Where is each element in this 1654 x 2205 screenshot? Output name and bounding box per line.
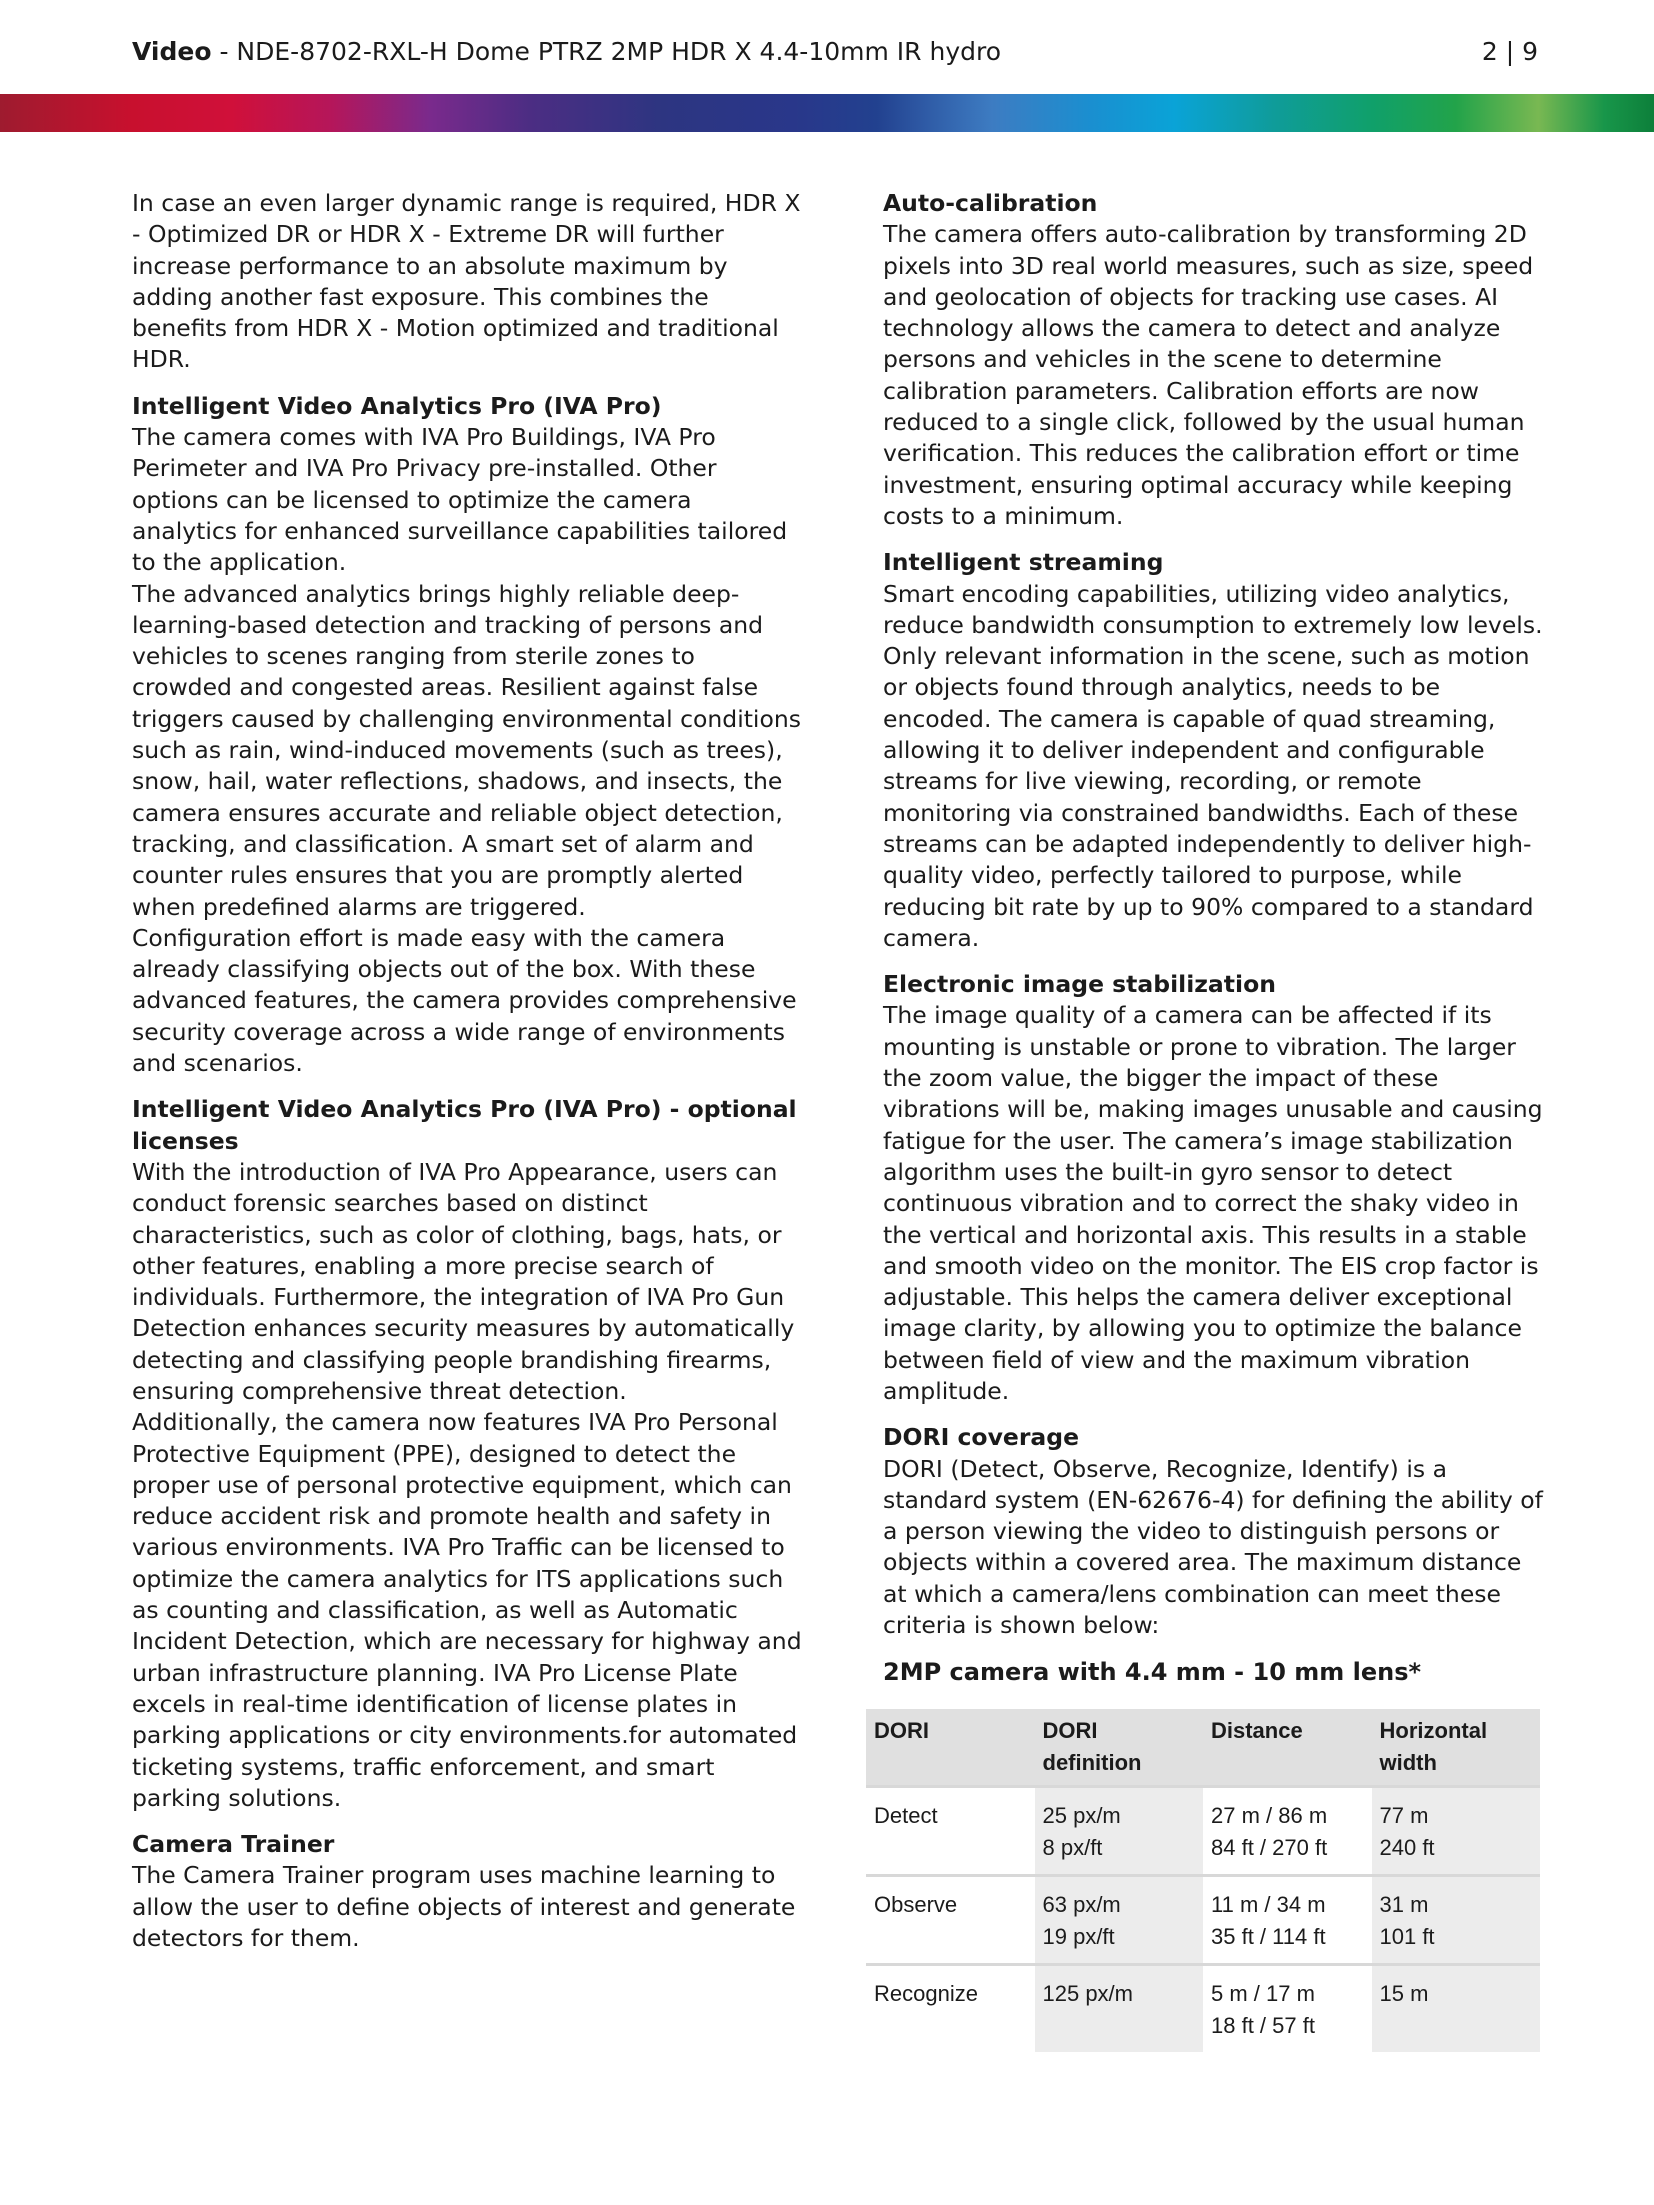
document-title [132, 36, 1001, 68]
cell-distance [1203, 1787, 1372, 1876]
cell-width-metric: 31 m [1379, 1892, 1429, 1917]
brand-color-band [0, 94, 1654, 132]
dori-table-header-row [866, 1709, 1540, 1787]
cell-width-imperial: 101 ft [1379, 1924, 1435, 1949]
dori-heading: DORI coverage [883, 1423, 1080, 1452]
cell-distance-metric: 5 m / 17 m [1211, 1981, 1315, 2006]
iva-heading: Intelligent Video Analytics Pro (IVA Pro) [132, 391, 662, 420]
cell-definition-metric: 125 px/m [1042, 1981, 1133, 2006]
table-row [866, 1787, 1540, 1876]
title-product: - NDE-8702-RXL-H Dome PTRZ 2MP HDR X 4.4-10mm IR hydro [211, 37, 1002, 66]
cell-definition [1035, 1787, 1204, 1876]
camera-trainer-paragraph: The Camera Trainer program uses machine learning to allow the user to define objects of interest and generate detectors for them. [132, 1861, 796, 1953]
dori-table [866, 1709, 1540, 2052]
cell-definition [1035, 1965, 1204, 2053]
header-distance: Distance [1203, 1709, 1372, 1787]
cell-width [1372, 1965, 1541, 2053]
iva-optional-paragraph-2: Additionally, the camera now features IVA Pro Personal Protective Equipment (PPE), designed to detect the proper use of personal protective equipment, which can reduce accident risk and promote health and safety in various environments. IVA Pro Traffic can be licensed to optimize the camera analytics for ITS applications such as counting and classification, as well as Automatic Incident Detection, which are necessary for highway and urban infrastructure planning. IVA Pro License Plate excels in real-time identification of license plates in parking applications or city environments.for automated ticketing systems, traffic enforcement, and smart parking solutions. [132, 1408, 802, 1812]
cell-width-metric: 15 m [1379, 1981, 1429, 2006]
cell-distance-imperial: 35 ft / 114 ft [1211, 1924, 1326, 1949]
page-header [132, 36, 1538, 76]
dori-table-title: 2MP camera with 4.4 mm - 10 mm lens* [883, 1658, 1422, 1687]
cell-definition-metric: 25 px/m [1042, 1803, 1121, 1828]
page-number: 2 | 9 [1481, 37, 1538, 66]
iva-paragraph-3: Configuration effort is made easy with the camera already classifying objects out of the box. With these advanced features, the camera provides comprehensive security coverage across a wide range of environments and scenarios. [132, 923, 797, 1078]
cell-dori: Recognize [866, 1965, 1035, 2053]
header-horizontal-width: Horizontal width [1372, 1709, 1541, 1787]
iva-paragraph-1: The camera comes with IVA Pro Buildings, IVA Pro Perimeter and IVA Pro Privacy pre-installed. Other options can be licensed to optimize the camera analytics for enhanced surveillance capabilities tailored to the application. [132, 423, 788, 577]
cell-dori: Detect [866, 1787, 1035, 1876]
cell-width [1372, 1787, 1541, 1876]
cell-dori: Observe [866, 1876, 1035, 1965]
cell-width-metric: 77 m [1379, 1803, 1429, 1828]
cell-distance-imperial: 18 ft / 57 ft [1211, 2013, 1315, 2038]
left-column [132, 188, 802, 1954]
cell-distance [1203, 1876, 1372, 1965]
auto-calibration-heading: Auto-calibration [883, 189, 1098, 217]
header-dori: DORI [866, 1709, 1035, 1787]
header-dori-definition: DORI definition [1035, 1709, 1204, 1787]
cell-distance-metric: 27 m / 86 m [1211, 1803, 1328, 1828]
cell-distance [1203, 1965, 1372, 2053]
cell-definition-metric: 63 px/m [1042, 1892, 1121, 1917]
table-row [866, 1965, 1540, 2053]
iva-paragraph-2: The advanced analytics brings highly reliable deep-learning-based detection and tracking of persons and vehicles to scenes ranging from sterile zones to crowded and congested areas. Resilient against false triggers caused by challenging environmental conditions such as rain, wind-induced movements (such as trees), snow, hail, water reflections, shadows, and insects, the camera ensures accurate and reliable object detection, tracking, and classification. A smart set of alarm and counter rules ensures that you are promptly alerted when predefined alarms are triggered. [132, 579, 801, 921]
intelligent-streaming-paragraph: Smart encoding capabilities, utilizing video analytics, reduce bandwidth consumption to extremely low levels. Only relevant information in the scene, such as motion or objects found through analytics, needs to be encoded. The camera is capable of quad streaming, allowing it to deliver independent and configurable streams for live viewing, recording, or remote monitoring via constrained bandwidths. Each of these streams can be adapted independently to deliver high-quality video, perfectly tailored to purpose, while reducing bit rate by up to 90% compared to a standard camera. [883, 579, 1543, 952]
camera-trainer-heading: Camera Trainer [132, 1830, 335, 1859]
eis-paragraph: The image quality of a camera can be affected if its mounting is unstable or prone to vibration. The larger the zoom value, the bigger the impact of these vibrations will be, making images unusable and causing fatigue for the user. The camera’s image stabilization algorithm uses the built-in gyro sensor to detect continuous vibration and to correct the shaky video in the vertical and horizontal axis. This results in a stable and smooth video on the monitor. The EIS crop factor is adjustable. This helps the camera deliver exceptional image clarity, by allowing you to optimize the balance between field of view and the maximum vibration amplitude. [883, 1001, 1543, 1405]
hdr-paragraph: In case an even larger dynamic range is required, HDR X - Optimized DR or HDR X - Extreme DR will further increase performance to an absolute maximum by adding another fast exposure. This combines the benefits from HDR X - Motion optimized and traditional HDR. [132, 189, 801, 374]
dori-paragraph: DORI (Detect, Observe, Recognize, Identify) is a standard system (EN-62676-4) for defining the ability of a person viewing the video to distinguish persons or objects within a covered area. The maximum distance at which a camera/lens combination can meet these criteria is shown below: [883, 1454, 1543, 1640]
cell-definition-imperial: 8 px/ft [1042, 1835, 1103, 1860]
cell-width-imperial: 240 ft [1379, 1835, 1435, 1860]
intelligent-streaming-heading: Intelligent streaming [883, 548, 1164, 577]
eis-heading: Electronic image stabilization [883, 970, 1276, 999]
title-category: Video [132, 37, 212, 66]
iva-optional-heading: Intelligent Video Analytics Pro (IVA Pro) - optional licenses [132, 1095, 797, 1155]
cell-width [1372, 1876, 1541, 1965]
iva-optional-paragraph-1: With the introduction of IVA Pro Appearance, users can conduct forensic searches based on distinct characteristics, such as color of clothing, bags, hats, or other features, enabling a more precise search of individuals. Furthermore, the integration of IVA Pro Gun Detection enhances security measures by automatically detecting and classifying people brandishing firearms, ensuring comprehensive threat detection. [132, 1157, 795, 1405]
cell-distance-metric: 11 m / 34 m [1211, 1892, 1326, 1917]
cell-definition-imperial: 19 px/ft [1042, 1924, 1115, 1949]
auto-calibration-paragraph: The camera offers auto-calibration by transforming 2D pixels into 3D real world measures, such as size, speed and geolocation of objects for tracking use cases. AI technology allows the camera to detect and analyze persons and vehicles in the scene to determine calibration parameters. Calibration efforts are now reduced to a single click, followed by the usual human verification. This reduces the calibration effort or time investment, ensuring optimal accuracy while keeping costs to a minimum. [883, 220, 1534, 530]
right-column [883, 188, 1543, 1688]
table-row [866, 1876, 1540, 1965]
cell-definition [1035, 1876, 1204, 1965]
cell-distance-imperial: 84 ft / 270 ft [1211, 1835, 1328, 1860]
